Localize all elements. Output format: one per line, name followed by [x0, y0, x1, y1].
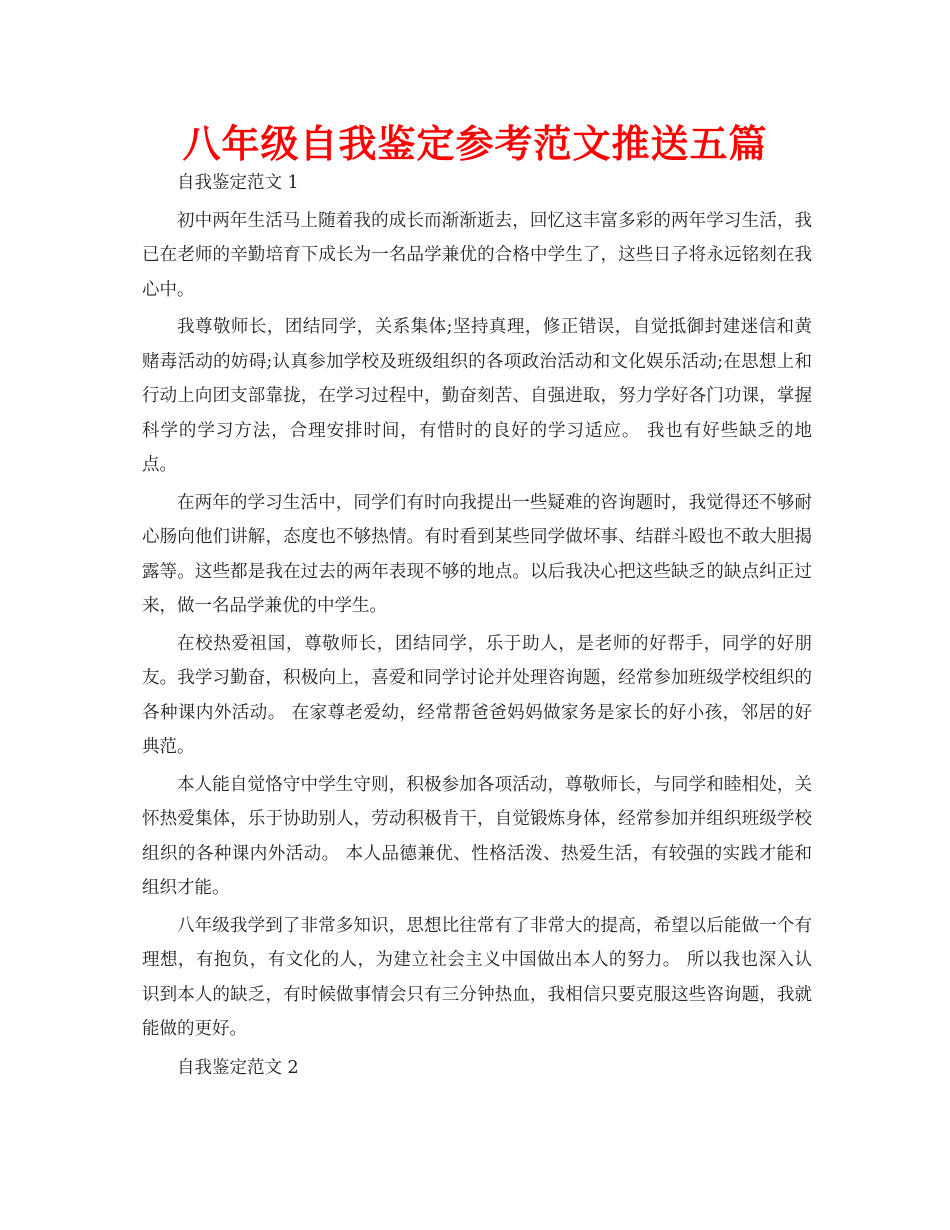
document-body — [142, 166, 812, 1088]
section-heading-2: 自我鉴定范文 2 — [177, 1057, 299, 1078]
document-title: 八年级自我鉴定参考范文推送五篇 — [182, 122, 768, 166]
paragraph: 初中两年生活马上随着我的成长而渐渐逝去，回忆这丰富多彩的两年学习生活，我已在老师的辛勤培育下成长为一名品学兼优的合格中学生了，这些日子将永远铭刻在我心中。 — [142, 210, 812, 300]
paragraph: 本人能自觉恪守中学生守则，积极参加各项活动，尊敬师长，与同学和睦相处，关怀热爱集体，乐于协助别人，劳动积极肯干，自觉锻炼身体，经常参加并组织班级学校组织的各种课内外活动。 本人品德兼优、性格活泼、热爱生活，有较强的实践才能和组织才能。 — [142, 774, 812, 898]
section-heading-1: 自我鉴定范文 1 — [177, 173, 299, 193]
paragraph: 我尊敬师长，团结同学，关系集体;坚持真理，修正错误，自觉抵御封建迷信和黄赌毒活动的妨碍;认真参加学校及班级组织的各项政治活动和文化娱乐活动;在思想上和行动上向团支部靠拢，在学习过程中，勤奋刻苦、自强进取，努力学好各门功课，掌握科学的学习方法，合理安排时间，有惜时的良好的学习适应。 我也有好些缺乏的地点。 — [142, 317, 812, 475]
paragraph: 八年级我学到了非常多知识，思想比往常有了非常大的提高，希望以后能做一个有理想，有抱负，有文化的人，为建立社会主义中国做出本人的努力。 所以我也深入认识到本人的缺乏，有时候做事情会只有三分钟热血，我相信只要克服这些咨询题，我就能做的更好。 — [142, 915, 812, 1039]
paragraph: 在校热爱祖国，尊敬师长，团结同学，乐于助人，是老师的好帮手，同学的好朋友。我学习勤奋，积极向上，喜爱和同学讨论并处理咨询题，经常参加班级学校组织的各种课内外活动。 在家尊老爱幼，经常帮爸爸妈妈做家务是家长的好小孩，邻居的好典范。 — [142, 633, 812, 757]
paragraph: 在两年的学习生活中，同学们有时向我提出一些疑难的咨询题时，我觉得还不够耐心肠向他们讲解，态度也不够热情。有时看到某些同学做坏事、结群斗殴也不敢大胆揭露等。这些都是我在过去的两年表现不够的地点。以后我决心把这些缺乏的缺点纠正过来，做一名品学兼优的中学生。 — [142, 492, 812, 616]
